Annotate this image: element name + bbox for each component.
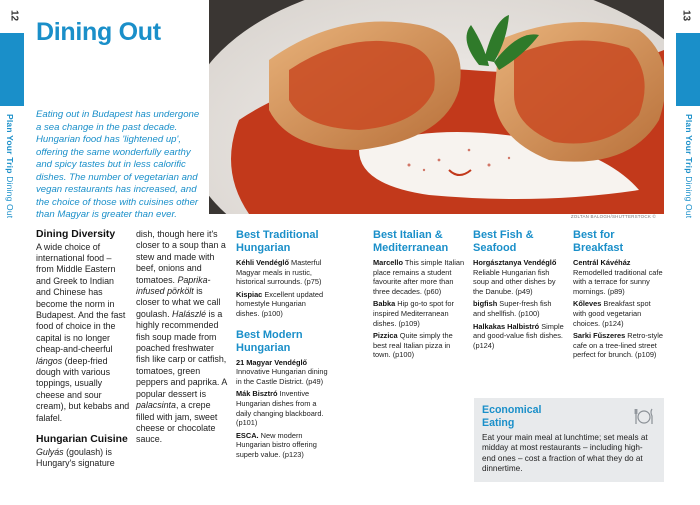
entry-desc: Breakfast spot with good vegetarian choices. (p124) [573, 299, 651, 328]
list-item [236, 389, 331, 427]
tip-heading: Economical Eating [482, 404, 542, 429]
cuisine-cont-b: is closer to what we call goulash. [136, 286, 221, 319]
stuffed-crepe-illustration [209, 0, 664, 214]
right-section-label-normal: Dining Out [684, 176, 694, 219]
intro-paragraph: Eating out in Budapest has undergone a sea change in the past decade. Hungarian food has 'lightened up', offering the same wonderfully earthy and spicy tastes but in less calorific dishes. The number of vegetarian and vegan restaurants has increased, and the choice of those with cuisines other than Magyar is greater than ever. [36, 109, 200, 220]
cuisine-cont-a: dish, though here it's closer to a soup than a stew and made with beef, onions and tomatoes. [136, 229, 226, 285]
best-modern-heading: Best Modern Hungarian [236, 328, 303, 354]
entry-desc: This simple Italian place remains a student favourite after more than three decades. (p60) [373, 258, 465, 296]
economical-eating-box [474, 398, 664, 482]
left-tab-bar [0, 33, 24, 106]
entry-name: 21 Magyar Vendéglő [236, 357, 308, 367]
list-item [573, 258, 665, 296]
column-italian [373, 229, 465, 360]
column-hungarian-best [236, 229, 331, 460]
cuisine-cont-c: is a highly recommended fish soup made from poached freshwater fish like carp or catfish, tomatoes, green peppers and paprika. A popular dessert is [136, 308, 227, 399]
entry-desc: Retro-style cafe on a tree-lined street perfect for brunch. (p109) [573, 331, 663, 360]
entry-name: ESCA. [236, 430, 259, 440]
cuisine-heading: Hungarian Cuisine [36, 434, 128, 445]
entry-name: Babka [373, 299, 396, 309]
list-item [236, 431, 331, 460]
page-title: Dining Out [36, 18, 161, 46]
column-cuisine-cont [136, 229, 228, 446]
diversity-text-b: (deep-fried dough with various toppings, usually cheese and sour cream), but kebabs and falafel. [36, 355, 130, 423]
cuisine-text-a: (goulash) is Hungary's signature [36, 446, 115, 468]
entry-desc: Reliable Hungarian fish soup and other dishes by the Danube. (p49) [473, 267, 556, 296]
halaszle-term: Halászlé [172, 308, 207, 319]
column-fish [473, 229, 565, 350]
entry-name: Horgásztanya Vendéglő [473, 258, 557, 267]
left-page-number: 12 [8, 9, 20, 22]
entry-desc: New modern Hungarian bistro offering superb value. (p123) [236, 430, 317, 459]
diversity-text [36, 242, 131, 425]
cuisine-cont-d: , a crepe filled with jam, sweet cheese or chocolate sauce. [136, 400, 218, 445]
list-item [573, 331, 665, 360]
list-item [573, 299, 665, 328]
entry-desc: Remodelled traditional cafe with a terrace for sunny mornings. (p89) [573, 267, 663, 296]
entry-name: Sarki Fűszeres [573, 331, 626, 341]
entry-name: Kispiac [236, 289, 263, 299]
cuisine-text-cont [136, 229, 228, 446]
list-item [373, 331, 465, 360]
entry-name: Halkakas Halbistró [473, 321, 540, 331]
entry-desc: Excellent updated homestyle Hungarian dishes. (p100) [236, 289, 324, 318]
best-breakfast-heading: Best for Breakfast [573, 229, 624, 254]
porkolt-term: Paprika-infused pörkölt [136, 274, 211, 297]
food-photo [209, 0, 664, 214]
entry-desc: Quite simply the best real Italian pizza in town. (p100) [373, 331, 453, 360]
gulyas-term: Gulyás [36, 446, 64, 457]
langos-term: lángos [36, 355, 63, 366]
photo-credit: ZOLTAN BALOGH/SHUTTERSTOCK © [570, 214, 656, 219]
column-diversity [36, 229, 131, 469]
entry-desc: Masterful Magyar meals in rustic, historical surrounds. (p75) [236, 258, 322, 287]
cuisine-text-start [36, 447, 131, 470]
entry-name: Centrál Kávéház [573, 258, 631, 267]
entry-desc: Inventive Hungarian dishes from a daily changing blackboard. (p101) [236, 389, 324, 428]
right-section-label-bold: Plan Your Trip [684, 114, 694, 174]
diversity-text-a: A wide choice of international food – from Middle Eastern and Greek to Indian and Chinese has become the norm in Budapest. And the fast food of choice in the capital is no longer cheap-and-cheerful [36, 241, 126, 355]
right-tab-bar [676, 33, 700, 106]
list-item [236, 290, 331, 319]
entry-desc: Simple and good-value fish dishes. (p124) [473, 321, 564, 350]
tip-text: Eat your main meal at lunchtime; set meals at midday at most restaurants – including high-end ones – cost a fraction of what they do at dinnertime. [482, 433, 648, 474]
list-item [236, 258, 331, 287]
list-item [473, 299, 565, 318]
left-section-label-bold: Plan Your Trip [5, 114, 15, 174]
list-item [473, 322, 565, 351]
list-item [473, 258, 565, 296]
left-section-label [5, 114, 15, 218]
diversity-heading: Dining Diversity [36, 229, 116, 240]
utensils-icon [634, 406, 654, 426]
palacsinta-term: palacsinta [136, 400, 176, 411]
entry-name: Pizzica [373, 331, 398, 341]
list-item [373, 299, 465, 328]
list-item [236, 358, 331, 387]
entry-name: Mák Bisztró [236, 389, 278, 399]
column-breakfast [573, 229, 665, 360]
best-italian-heading: Best Italian & Mediterranean [373, 229, 449, 254]
entry-desc: Hip go-to spot for inspired Mediterranean dishes. (p109) [373, 299, 454, 328]
right-page-number: 13 [680, 9, 692, 22]
entry-name: Kéhli Vendéglő [236, 258, 289, 267]
entry-desc: Innovative Hungarian dining in the Castle District. (p49) [236, 367, 328, 386]
list-item [373, 258, 465, 296]
entry-desc: Super-fresh fish and shellfish. (p100) [473, 299, 552, 318]
entry-name: bigfish [473, 299, 498, 309]
entry-name: Kőleves [573, 299, 602, 309]
best-traditional-heading: Best Traditional Hungarian [236, 229, 319, 254]
right-section-label [684, 114, 694, 218]
best-fish-heading: Best Fish & Seafood [473, 229, 534, 254]
left-side-tab [0, 0, 26, 505]
entry-name: Marcello [373, 258, 403, 267]
left-section-label-normal: Dining Out [5, 176, 15, 219]
